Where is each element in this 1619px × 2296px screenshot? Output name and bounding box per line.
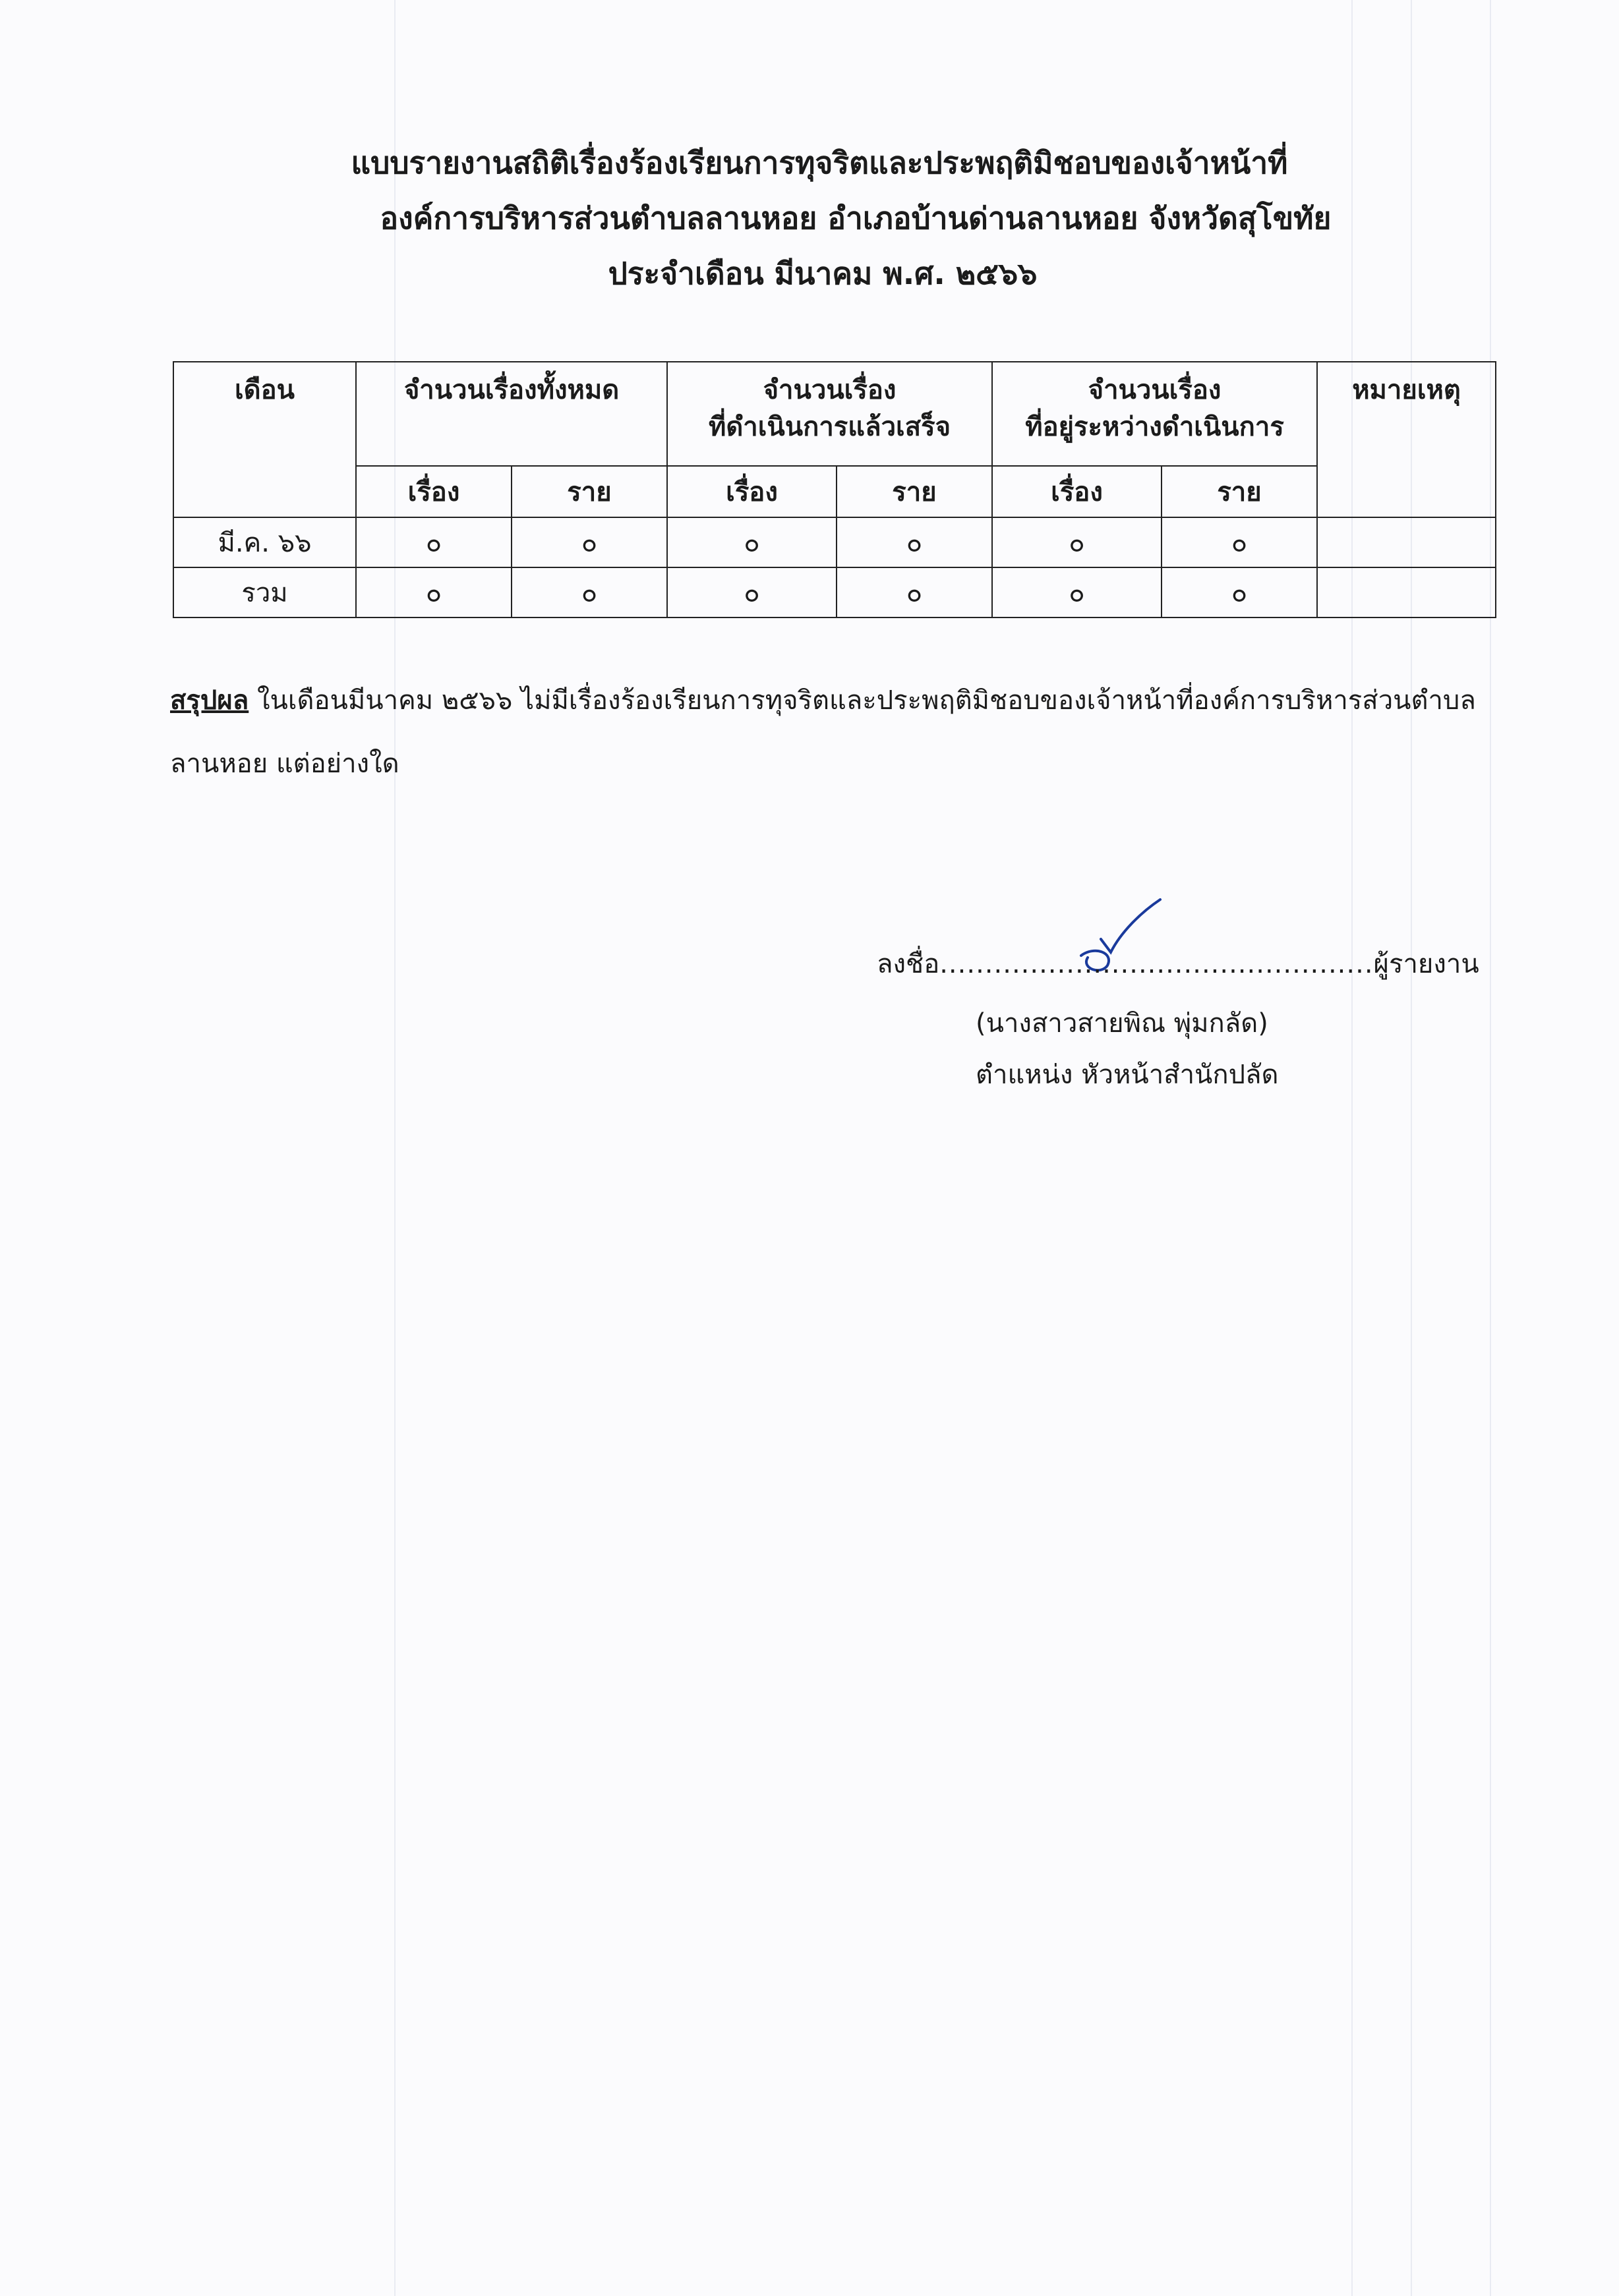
summary-paragraph	[170, 669, 1502, 795]
table-header-row	[173, 362, 1496, 466]
header-total: จำนวนเรื่องทั้งหมด	[356, 362, 667, 466]
table-row	[173, 567, 1496, 617]
signer-position: ตำแหน่ง หัวหน้าสำนักปลัด	[976, 1060, 1279, 1090]
value-cell: ๐	[512, 517, 667, 567]
value-cell: ๐	[992, 567, 1162, 617]
remark-cell	[1317, 567, 1496, 617]
signer-name: (นางสาวสายพิณ พุ่มกลัด)	[976, 1008, 1268, 1039]
value-cell: ๐	[356, 517, 512, 567]
header-done-line2: ที่ดำเนินการแล้วเสร็จ	[708, 412, 951, 442]
scan-artifact-line	[1411, 0, 1412, 2296]
value-cell: ๐	[1162, 567, 1317, 617]
remark-cell	[1317, 517, 1496, 567]
subheader-cell: เรื่อง	[667, 466, 837, 517]
table-row	[173, 517, 1496, 567]
sign-role: ผู้รายงาน	[1373, 949, 1479, 979]
subheader-cell: ราย	[1162, 466, 1317, 517]
row-label: มี.ค. ๖๖	[173, 517, 356, 567]
summary-text: ในเดือนมีนาคม ๒๕๖๖ ไม่มีเรื่องร้องเรียนการทุจริตและประพฤติมิชอบของเจ้าหน้าที่องค์การบริหารส่วนตำบลลานหอย แต่อย่างใด	[170, 685, 1476, 779]
title-line-1: แบบรายงานสถิติเรื่องร้องเรียนการทุจริตและประพฤติมิชอบของเจ้าหน้าที่	[351, 145, 1288, 181]
value-cell: ๐	[837, 567, 992, 617]
table-subheader-row	[173, 466, 1496, 517]
value-cell: ๐	[667, 567, 837, 617]
value-cell: ๐	[512, 567, 667, 617]
scan-artifact-line	[1351, 0, 1353, 2296]
statistics-table	[173, 361, 1496, 618]
header-done	[667, 362, 992, 466]
title-line-3: ประจำเดือน มีนาคม พ.ศ. ๒๕๖๖	[608, 256, 1038, 291]
summary-lead: สรุปผล	[170, 685, 249, 716]
header-done-line1: จำนวนเรื่อง	[763, 375, 897, 405]
header-pending	[992, 362, 1317, 466]
header-pending-line2: ที่อยู่ระหว่างดำเนินการ	[1025, 412, 1284, 442]
subheader-cell: เรื่อง	[356, 466, 512, 517]
sign-dots: ................................................	[939, 949, 1374, 979]
subheader-cell: ราย	[512, 466, 667, 517]
header-remark: หมายเหตุ	[1317, 362, 1496, 517]
scan-artifact-line	[1490, 0, 1491, 2296]
subheader-cell: ราย	[837, 466, 992, 517]
scan-artifact-line	[394, 0, 396, 2296]
row-label: รวม	[173, 567, 356, 617]
header-month: เดือน	[173, 362, 356, 517]
value-cell: ๐	[1162, 517, 1317, 567]
sign-label: ลงชื่อ	[877, 949, 940, 979]
header-pending-line1: จำนวนเรื่อง	[1088, 375, 1222, 405]
value-cell: ๐	[992, 517, 1162, 567]
title-line-2: องค์การบริหารส่วนตำบลลานหอย อำเภอบ้านด่านลานหอย จังหวัดสุโขทัย	[380, 200, 1332, 236]
report-title	[0, 135, 1619, 301]
value-cell: ๐	[837, 517, 992, 567]
sign-line	[877, 942, 1479, 985]
value-cell: ๐	[356, 567, 512, 617]
value-cell: ๐	[667, 517, 837, 567]
subheader-cell: เรื่อง	[992, 466, 1162, 517]
